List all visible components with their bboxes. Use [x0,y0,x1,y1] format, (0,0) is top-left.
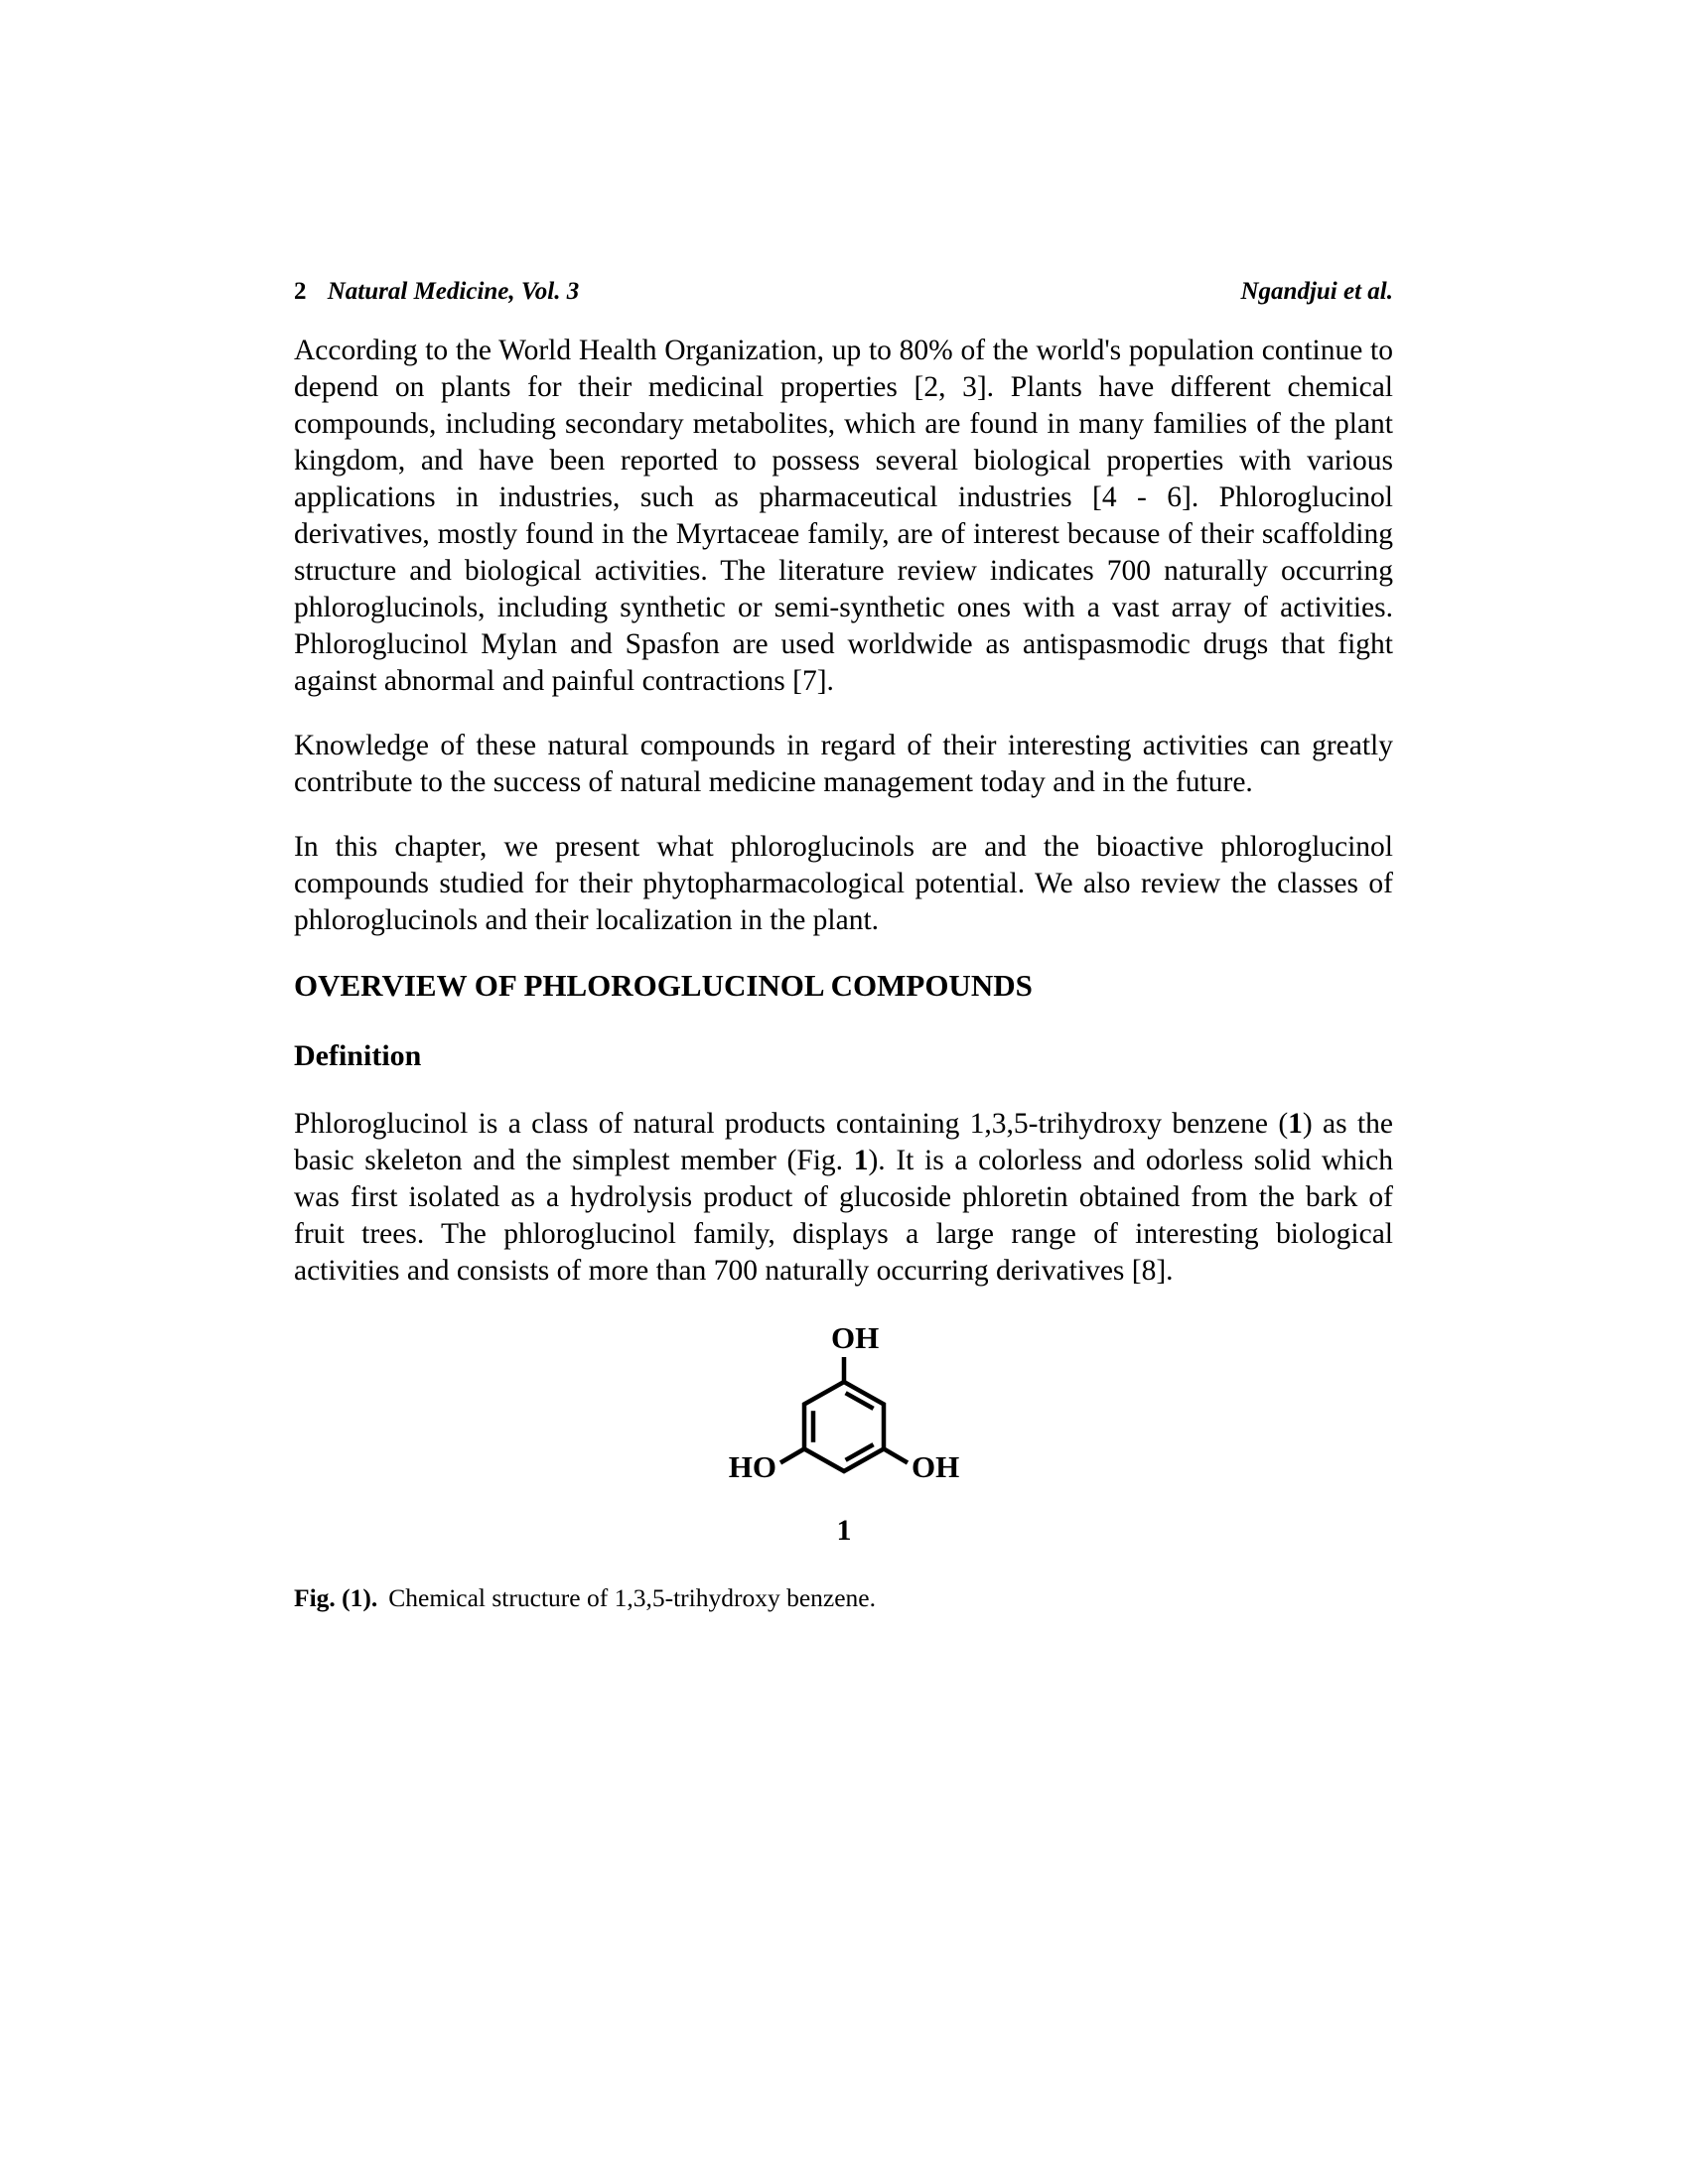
paragraph-chapter-scope: In this chapter, we present what phloroglucinols are and the bioactive phloroglucinol compounds studied for their phytopharmacological potential. We also review the classes of phloroglucinols and their localization in the plant. [294,831,1393,936]
subsection-heading: Definition [294,1039,422,1072]
figure-1 [294,1317,1393,1553]
page [294,278,1393,1614]
bond-to-right-oh [884,1449,908,1463]
figure-caption-text: Chemical structure of 1,3,5-trihydroxy benzene. [388,1583,876,1612]
paragraph-definition: Phloroglucinol is a class of natural products containing 1,3,5-trihydroxy benzene (1) as the basic skeleton and the simplest member (Fig. 1). It is a colorless and odorless solid which was first isolated as a hydrolysis product of glucoside phloretin obtained from the bark of fruit trees. The phloroglucinol family, displays a large range of interesting biological activities and consists of more than 700 naturally occurring derivatives [8]. [294,1108,1393,1287]
hydroxyl-label-left: HO [728,1449,776,1484]
figure-caption [294,1582,1393,1614]
paragraph-knowledge: Knowledge of these natural compounds in regard of their interesting activities can greatly contribute to the success of natural medicine management today and in the future. [294,730,1393,798]
book-title: Natural Medicine, Vol. 3 [327,278,580,305]
benzene-ring [804,1382,884,1471]
running-head-left [294,278,579,306]
section-heading: OVERVIEW OF PHLOROGLUCINOL COMPOUNDS [294,968,1033,1003]
bond-to-left-oh [780,1449,804,1463]
hydroxyl-label-top: OH [830,1320,879,1355]
hydroxyl-label-right: OH [911,1449,959,1484]
chemical-structure-phloroglucinol [715,1317,973,1548]
paragraph-who-plants: According to the World Health Organization, up to 80% of the world's population continue to depend on plants for their medicinal properties [2, 3]. Plants have different chemical compounds, including secondary metabolites, which are found in many families of the plant kingdom, and have been reported to possess several biological properties with various applications in industries, such as pharmaceutical industries [4 - 6]. Phloroglucinol derivatives, mostly found in the Myrtaceae family, are of interest because of their scaffolding structure and biological activities. The literature review indicates 700 naturally occurring phloroglucinols, including synthetic or semi-synthetic ones with a vast array of activities. Phloroglucinol Mylan and Spasfon are used worldwide as antispasmodic drugs that fight against abnormal and painful contractions [7]. [294,335,1393,697]
running-head-authors: Ngandjui et al. [1240,278,1393,305]
running-head [294,278,1393,306]
figure-caption-label: Fig. (1). [294,1583,378,1612]
compound-number: 1 [836,1514,851,1547]
page-number: 2 [294,278,307,305]
